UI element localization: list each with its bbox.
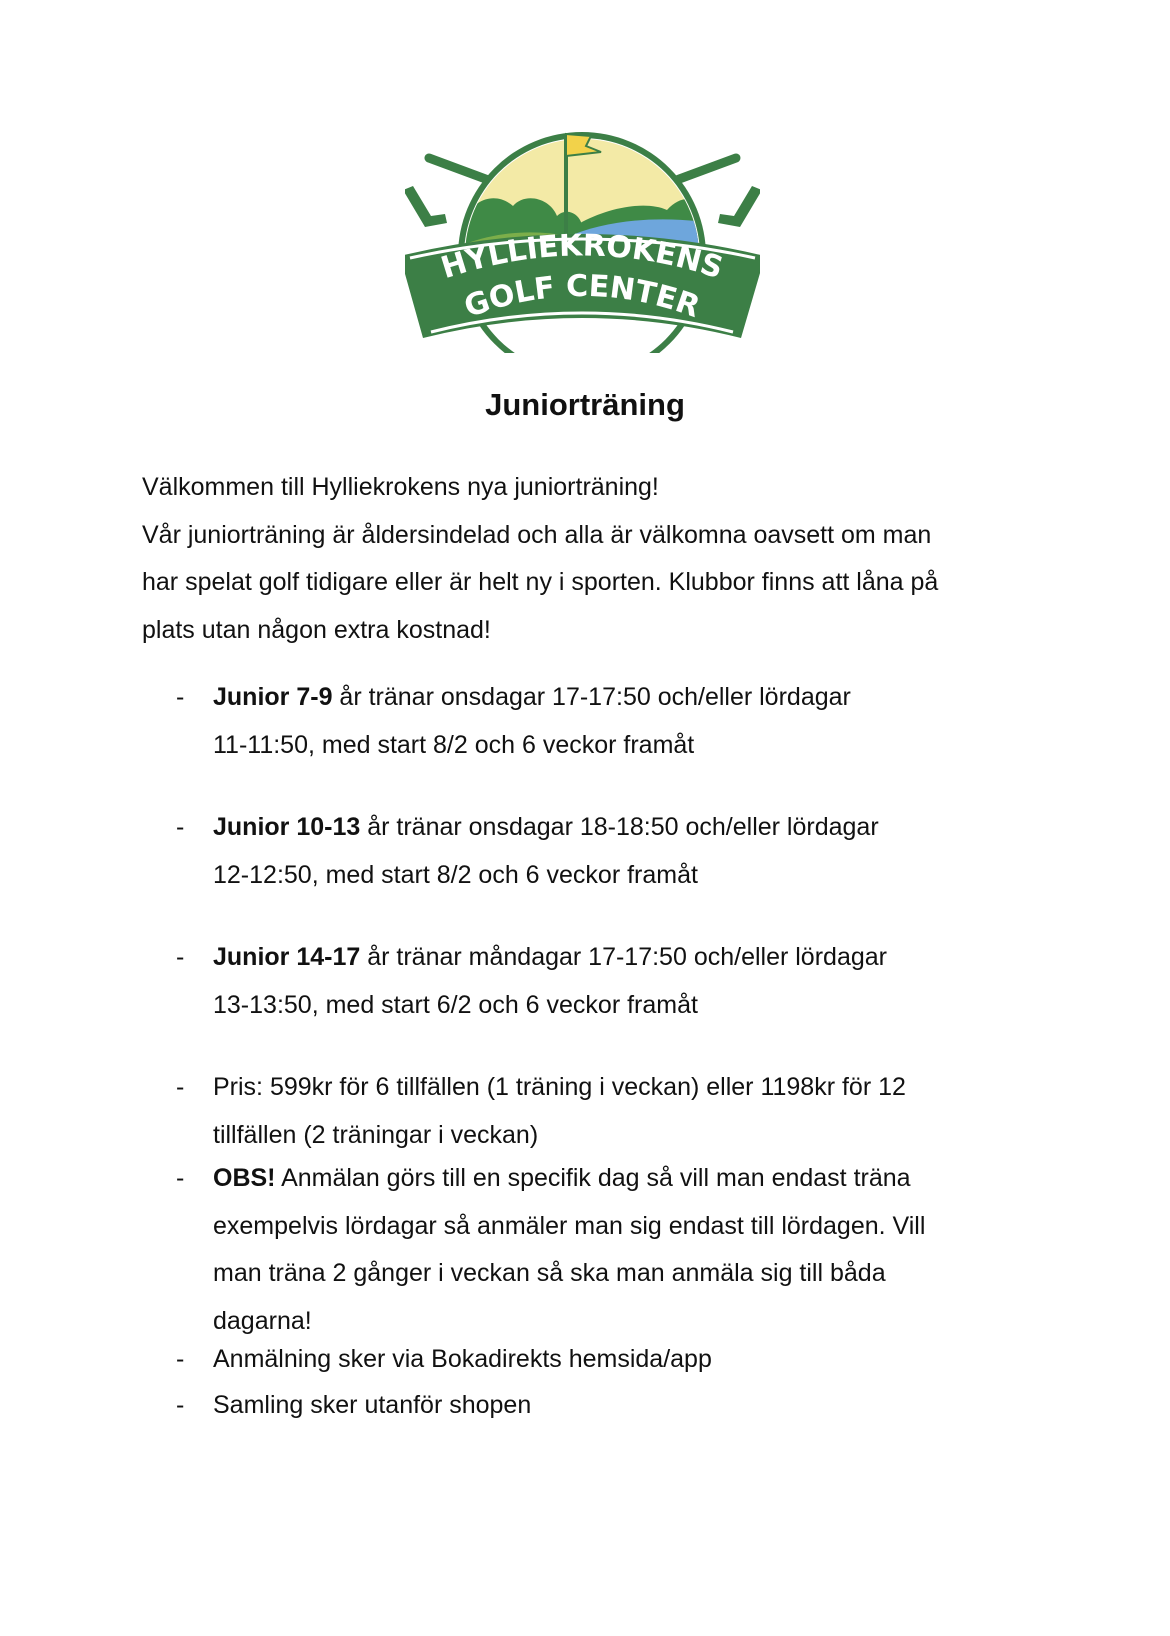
list-item-obs [142,1155,1062,1345]
item-text: tillfällen (2 träningar i veckan) [213,1120,539,1149]
list-item-junior-14-17 [142,934,1062,1029]
list-bullet: - [176,1073,185,1101]
logo-text-line2: GOLF CENTER [459,268,705,325]
list-bullet: - [176,1391,185,1419]
list-bullet: - [176,683,185,711]
intro-paragraph [142,464,1062,654]
item-label: Junior 14-17 [213,943,361,971]
list-item-junior-7-9 [142,674,1062,769]
item-text: Anmälan görs till en specifik dag så vill man endast träna [275,1164,911,1192]
intro-line: har spelat golf tidigare eller är helt ny i sporten. Klubbor finns att låna på [142,568,939,596]
list-item-registration [142,1336,1062,1384]
item-text: 12-12:50, med start 8/2 och 6 veckor framåt [213,860,698,889]
item-text: 11-11:50, med start 8/2 och 6 veckor framåt [213,730,695,759]
intro-line: Välkommen till Hylliekrokens nya juniorträning! [142,473,659,501]
list-item-junior-10-13 [142,804,1062,899]
page-title: Juniorträning [485,387,685,422]
item-label: OBS! [213,1164,276,1192]
item-text: år tränar onsdagar 17-17:50 och/eller lördagar [332,683,851,711]
list-bullet: - [176,1345,185,1373]
item-text: Pris: 599kr för 6 tillfällen (1 träning i veckan) eller 1198kr för 12 [213,1073,906,1101]
intro-line: plats utan någon extra kostnad! [142,615,491,644]
item-text: man träna 2 gånger i veckan så ska man anmäla sig till båda [213,1259,886,1287]
item-text: år tränar onsdagar 18-18:50 och/eller lördagar [360,813,879,841]
list-item-price [142,1064,1062,1159]
list-bullet: - [176,1164,185,1192]
item-text: exempelvis lördagar så anmäler man sig endast till lördagen. Vill [213,1211,926,1240]
item-label: Junior 7-9 [213,683,333,711]
intro-line: Vår juniorträning är åldersindelad och alla är välkomna oavsett om man [142,520,932,549]
list-bullet: - [176,943,185,971]
item-text: år tränar måndagar 17-17:50 och/eller lördagar [360,943,887,971]
logo-text-line1: HYLLIEKROKENS [437,228,728,287]
item-label: Junior 10-13 [213,813,361,841]
list-bullet: - [176,813,185,841]
item-text: Anmälning sker via Bokadirekts hemsida/app [213,1345,712,1373]
hylliekrokens-golf-center-logo [405,128,760,353]
item-text: dagarna! [213,1306,312,1335]
item-text: 13-13:50, med start 6/2 och 6 veckor framåt [213,990,698,1019]
list-item-meeting-point [142,1382,1062,1430]
item-text: Samling sker utanför shopen [213,1391,532,1419]
